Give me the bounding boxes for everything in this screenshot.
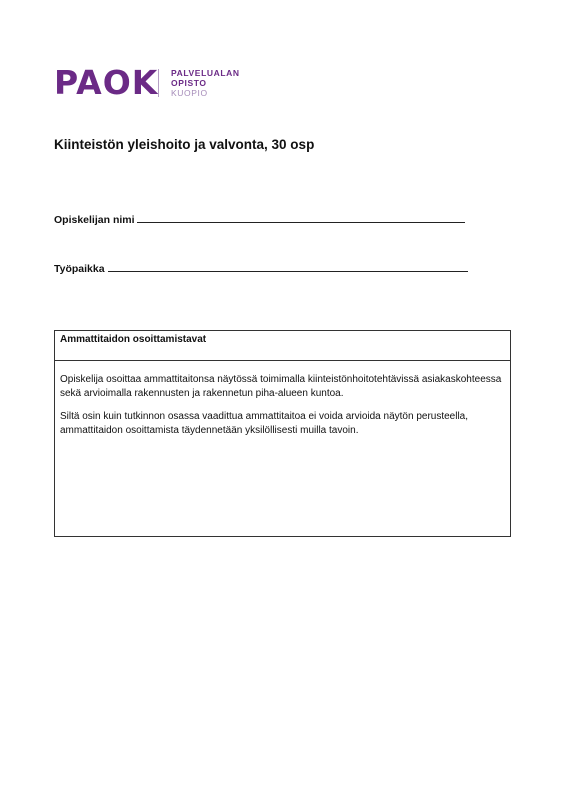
paragraph: Siltä osin kuin tutkinnon osassa vaadittua ammattitaitoa ei voida arvioida näytön perusteella, ammattitaidon osoittamista täydennetään yksilöllisesti muilla tavoin. bbox=[60, 411, 469, 436]
workplace-field bbox=[54, 261, 468, 275]
logo-separator bbox=[158, 69, 159, 97]
student-name-field bbox=[54, 212, 465, 226]
paragraph: Opiskelija osoittaa ammattitaitonsa näytössä toimimalla kiinteistönhoitotehtävissä asiakaskohteessa sekä arvioimalla rakennusten ja rakennetun piha-alueen kuntoa. bbox=[60, 374, 502, 399]
logo-line-1: PALVELUALAN bbox=[171, 68, 240, 78]
logo-line-2: OPISTO bbox=[171, 78, 207, 88]
workplace-line bbox=[108, 261, 468, 272]
demonstration-methods-box bbox=[54, 330, 511, 537]
student-name-line bbox=[137, 212, 465, 223]
workplace-label: Työpaikka bbox=[54, 263, 105, 275]
box-body bbox=[55, 361, 510, 437]
logo-text bbox=[171, 68, 240, 98]
logo-mark: PAOK bbox=[54, 63, 159, 102]
logo-line-3: KUOPIO bbox=[171, 88, 208, 98]
box-heading: Ammattitaidon osoittamistavat bbox=[55, 331, 510, 361]
document-title: Kiinteistön yleishoito ja valvonta, 30 osp bbox=[54, 137, 315, 152]
student-name-label: Opiskelijan nimi bbox=[54, 214, 135, 226]
